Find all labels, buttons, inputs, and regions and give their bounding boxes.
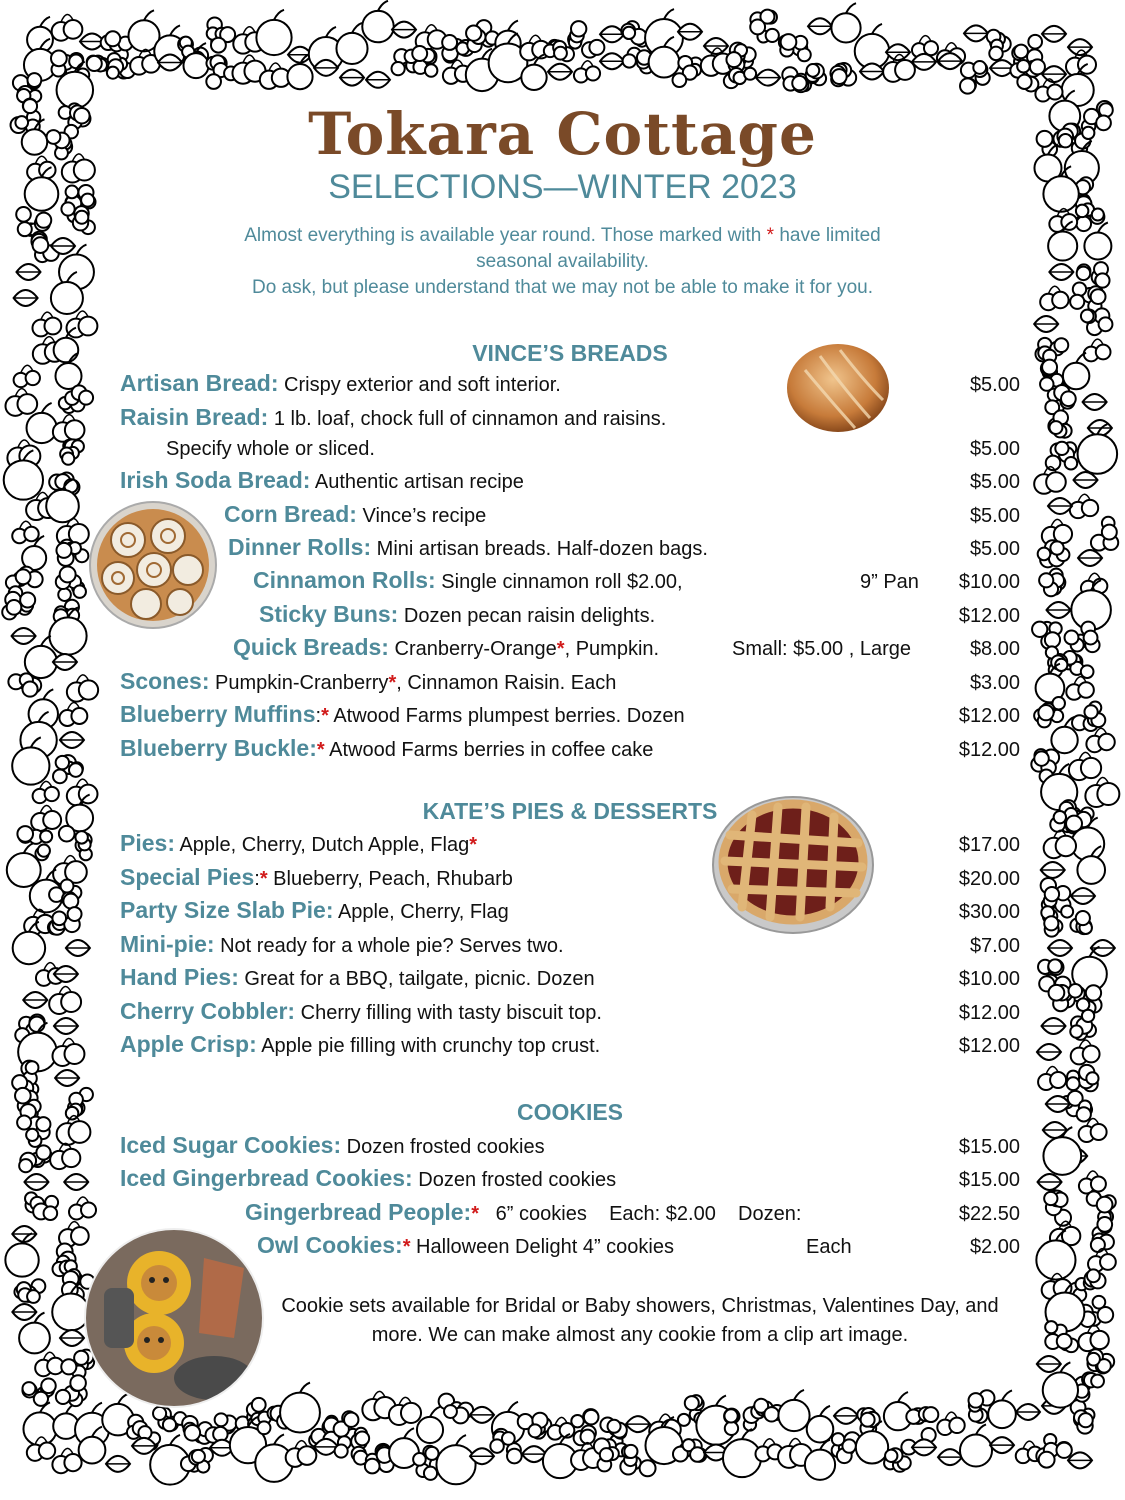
availability-note-line2: seasonal availability. bbox=[476, 251, 649, 272]
cookie-sets-note: Cookie sets available for Bridal or Baby showers, Christmas, Valentines Day, and more. We can make almost any cookie from a clip art image. bbox=[281, 1295, 999, 1346]
availability-note-line3: Do ask, but please understand that we may not be able to make it for you. bbox=[251, 277, 874, 298]
menu-item: Quick Breads: Cranberry-Orange*, Pumpkin. bbox=[233, 634, 660, 660]
menu-item: Pies: Apple, Cherry, Dutch Apple, Flag* bbox=[120, 830, 478, 856]
item-price: $12.00 bbox=[958, 605, 1020, 627]
menu-item-continuation: Specify whole or sliced. bbox=[166, 438, 375, 460]
item-price: $12.00 bbox=[958, 739, 1020, 761]
item-price: $2.00 bbox=[969, 1236, 1020, 1258]
item-price: $5.00 bbox=[969, 505, 1020, 527]
item-price: $5.00 bbox=[969, 374, 1020, 396]
item-option: Each bbox=[806, 1236, 852, 1258]
item-price: $17.00 bbox=[958, 834, 1020, 856]
menu-item: Cherry Cobbler: Cherry filling with tasty biscuit top. bbox=[120, 998, 602, 1024]
item-price: $20.00 bbox=[958, 868, 1020, 890]
bread-loaf-photo bbox=[785, 340, 891, 436]
item-price: $3.00 bbox=[969, 672, 1020, 694]
menu-item: Blueberry Muffins:* Atwood Farms plumpest berries. Dozen bbox=[120, 701, 685, 727]
section-title-pies: KATE’S PIES & DESSERTS bbox=[422, 798, 718, 824]
item-option: 9” Pan bbox=[860, 571, 919, 593]
item-price: $10.00 bbox=[958, 968, 1020, 990]
menu-item: Blueberry Buckle:* Atwood Farms berries in coffee cake bbox=[120, 735, 654, 761]
item-price: $12.00 bbox=[958, 1002, 1020, 1024]
decorated-cookies-photo bbox=[84, 1228, 264, 1408]
section-title-cookies: COOKIES bbox=[516, 1099, 624, 1125]
lattice-pie-photo bbox=[712, 795, 874, 935]
brand-title: Tokara Cottage bbox=[308, 100, 817, 168]
item-price: $15.00 bbox=[958, 1169, 1020, 1191]
availability-note-line1: Almost everything is available year round. Those marked with * have limited bbox=[244, 225, 881, 246]
menu-item: Owl Cookies:* Halloween Delight 4” cookies bbox=[257, 1232, 674, 1258]
menu-item: Artisan Bread: Crispy exterior and soft interior. bbox=[120, 370, 561, 396]
menu-item: Hand Pies: Great for a BBQ, tailgate, picnic. Dozen bbox=[120, 964, 595, 990]
item-price: $8.00 bbox=[969, 638, 1020, 660]
menu-item: Scones: Pumpkin-Cranberry*, Cinnamon Raisin. Each bbox=[120, 668, 617, 694]
menu-item: Cinnamon Rolls: Single cinnamon roll $2.00, bbox=[253, 567, 683, 593]
cinnamon-rolls-photo bbox=[88, 500, 218, 630]
menu-item: Sticky Buns: Dozen pecan raisin delights. bbox=[259, 601, 656, 627]
item-price: $15.00 bbox=[958, 1136, 1020, 1158]
menu-item: Iced Gingerbread Cookies: Dozen frosted cookies bbox=[120, 1165, 617, 1191]
menu-item: Dinner Rolls: Mini artisan breads. Half-dozen bags. bbox=[228, 534, 708, 560]
menu-item: Raisin Bread: 1 lb. loaf, chock full of cinnamon and raisins. bbox=[120, 404, 667, 430]
item-option: Small: $5.00 , Large bbox=[732, 638, 911, 660]
menu-item: Special Pies:* Blueberry, Peach, Rhubarb bbox=[120, 864, 513, 890]
item-price: $30.00 bbox=[958, 901, 1020, 923]
item-price: $7.00 bbox=[969, 935, 1020, 957]
menu-item: Iced Sugar Cookies: Dozen frosted cookies bbox=[120, 1132, 545, 1158]
menu-item: Irish Soda Bread: Authentic artisan recipe bbox=[120, 467, 524, 493]
item-price: $5.00 bbox=[969, 471, 1020, 493]
menu-item: Party Size Slab Pie: Apple, Cherry, Flag bbox=[120, 897, 509, 923]
page-subtitle: SELECTIONS—WINTER 2023 bbox=[328, 168, 797, 206]
menu-item: Mini-pie: Not ready for a whole pie? Serves two. bbox=[120, 931, 564, 957]
item-price: $12.00 bbox=[958, 1035, 1020, 1057]
menu-item: Apple Crisp: Apple pie filling with crunchy top crust. bbox=[120, 1031, 601, 1057]
menu-item: Corn Bread: Vince’s recipe bbox=[224, 501, 487, 527]
item-price: $22.50 bbox=[958, 1203, 1020, 1225]
item-price: $5.00 bbox=[969, 538, 1020, 560]
item-price: $5.00 bbox=[969, 438, 1020, 460]
item-price: $12.00 bbox=[958, 705, 1020, 727]
menu-item: Gingerbread People:* 6” cookies Each: $2.00 Dozen: bbox=[245, 1199, 802, 1225]
section-title-breads: VINCE’S BREADS bbox=[472, 340, 668, 366]
item-price: $10.00 bbox=[958, 571, 1020, 593]
